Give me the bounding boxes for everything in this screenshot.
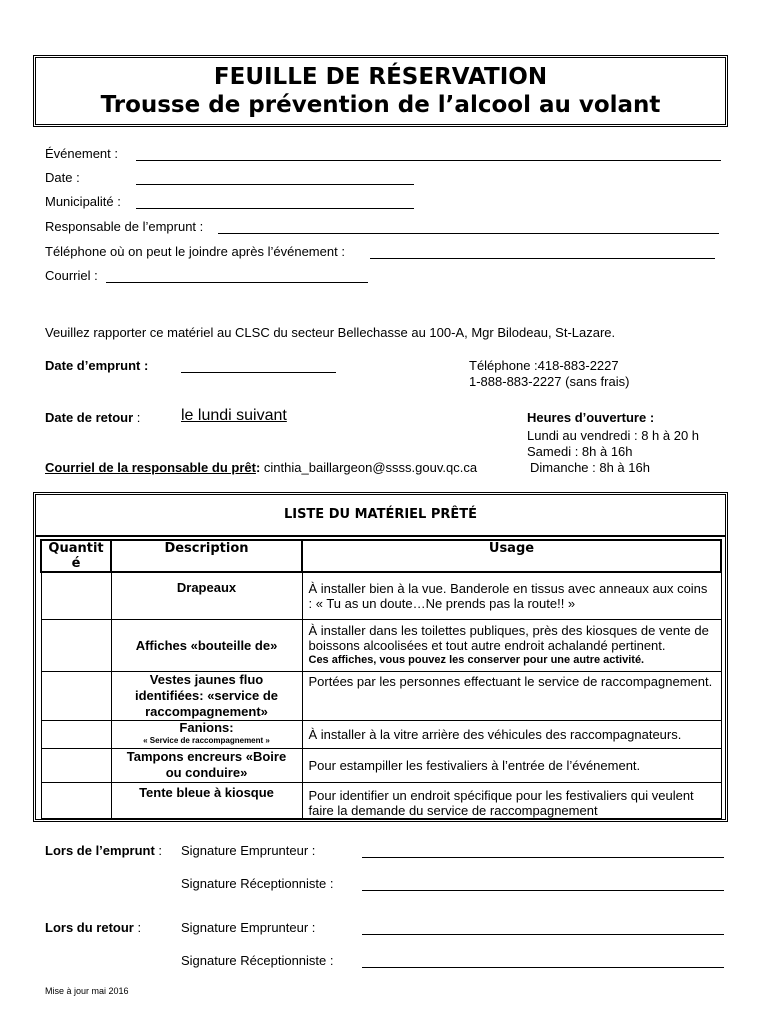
table-row xyxy=(41,671,721,720)
emprunt-receptionniste-signature[interactable] xyxy=(362,890,724,891)
date-field[interactable] xyxy=(136,184,414,185)
table-row xyxy=(41,720,721,748)
usage-text: À installer à la vitre arrière des véhicules des raccompagnateurs. xyxy=(308,726,682,742)
desc-text: Fanions: xyxy=(179,720,234,735)
table-header-row xyxy=(41,540,721,572)
header-description: Description xyxy=(111,540,302,572)
retour-sign-colon: : xyxy=(133,920,142,935)
material-list-box xyxy=(33,492,728,822)
date-retour-value: le lundi suivant xyxy=(181,407,287,424)
header-quantite: Quantit é xyxy=(41,540,111,572)
table-row xyxy=(41,782,721,818)
return-instructions: Veuillez rapporter ce matériel au CLSC du secteur Bellechasse au 100-A, Mgr Bilodeau, St-Lazare. xyxy=(45,325,616,340)
contact-label: Courriel de la responsable du prêt xyxy=(45,460,256,475)
footer-updated: Mise à jour mai 2016 xyxy=(45,986,129,996)
contact-email: cinthia_baillargeon@ssss.gouv.qc.ca xyxy=(263,460,478,475)
title-box xyxy=(33,55,728,127)
courriel-label: Courriel : xyxy=(45,268,98,283)
desc-cell xyxy=(111,720,302,748)
date-retour-label: Date de retour xyxy=(45,410,134,425)
retour-emprunteur-label: Signature Emprunteur : xyxy=(181,920,316,935)
desc-cell: Tente bleue à kiosque xyxy=(111,782,302,818)
responsable-field[interactable] xyxy=(218,233,719,234)
qty-cell[interactable] xyxy=(41,748,111,782)
usage-cell xyxy=(302,720,721,748)
phone-tollfree: 1-888-883-2227 (sans frais) xyxy=(469,374,630,389)
usage-text: Portées par les personnes effectuant le service de raccompagnement. xyxy=(308,673,713,689)
usage-text: À installer bien à la vue. Banderole en tissus avec anneaux aux coins : « Tu as un doute…Ne prends pas la route!! » xyxy=(308,580,708,611)
retour-sign-label: Lors du retour xyxy=(45,920,134,935)
hours-weekday: Lundi au vendredi : 8 h à 20 h xyxy=(527,428,700,443)
qty-cell[interactable] xyxy=(41,671,111,720)
usage-cell xyxy=(302,572,721,619)
qty-cell[interactable] xyxy=(41,619,111,671)
table-row xyxy=(41,619,721,671)
usage-text: À installer dans les toilettes publiques, près des kiosques de vente de boissons alcoolisées et tout autre endroit achalandé pertinent. xyxy=(308,622,709,653)
courriel-field[interactable] xyxy=(106,282,368,283)
retour-sign-label-group xyxy=(45,920,141,935)
qty-cell[interactable] xyxy=(41,720,111,748)
form-title: FEUILLE DE RÉSERVATION xyxy=(213,64,548,90)
hours-title: Heures d’ouverture : xyxy=(527,410,655,425)
phone-local: Téléphone :418-883-2227 xyxy=(469,358,619,373)
table-row xyxy=(41,572,721,619)
usage-text: Pour identifier un endroit spécifique pour les festivaliers qui veulent faire la demande du service de raccompagnement xyxy=(308,787,694,818)
qty-cell[interactable] xyxy=(41,572,111,619)
date-emprunt-field[interactable] xyxy=(181,372,336,373)
material-table xyxy=(40,539,722,819)
usage-text: Pour estampiller les festivaliers à l’entrée de l’événement. xyxy=(308,757,641,773)
desc-cell: Vestes jaunes fluo identifiées: «service de raccompagnement» xyxy=(111,671,302,720)
usage-cell xyxy=(302,671,721,720)
date-retour-colon: : xyxy=(133,410,141,425)
desc-cell: Tampons encreurs «Boire ou conduire» xyxy=(111,748,302,782)
hours-saturday: Samedi : 8h à 16h xyxy=(527,444,633,459)
usage-cell xyxy=(302,619,721,671)
usage-cell xyxy=(302,782,721,818)
emprunt-receptionniste-label: Signature Réceptionniste : xyxy=(181,876,334,891)
hours-sunday: Dimanche : 8h à 16h xyxy=(530,460,650,475)
municipalite-field[interactable] xyxy=(136,208,414,209)
retour-receptionniste-label: Signature Réceptionniste : xyxy=(181,953,334,968)
emprunt-sign-label-group xyxy=(45,843,162,858)
desc-cell: Affiches «bouteille de» xyxy=(111,619,302,671)
date-emprunt-label: Date d’emprunt : xyxy=(45,358,149,373)
responsable-label: Responsable de l’emprunt : xyxy=(45,219,204,234)
header-usage: Usage xyxy=(302,540,721,572)
date-label: Date : xyxy=(45,170,80,185)
form-subtitle: Trousse de prévention de l’alcool au volant xyxy=(100,92,661,118)
retour-receptionniste-signature[interactable] xyxy=(362,967,724,968)
emprunt-sign-colon: : xyxy=(154,843,163,858)
usage-note: Ces affiches, vous pouvez les conserver pour une autre activité. xyxy=(308,653,645,666)
desc-cell: Drapeaux xyxy=(111,572,302,619)
retour-emprunteur-signature[interactable] xyxy=(362,934,724,935)
material-list-title: LISTE DU MATÉRIEL PRÊTÉ xyxy=(36,495,725,537)
contact-line xyxy=(45,460,477,475)
desc-note: « Service de raccompagnement » xyxy=(143,736,270,745)
telephone-field[interactable] xyxy=(370,258,715,259)
evenement-label: Événement : xyxy=(45,146,118,161)
telephone-label: Téléphone où on peut le joindre après l’événement : xyxy=(45,244,345,259)
evenement-field[interactable] xyxy=(136,160,721,161)
emprunt-sign-label: Lors de l’emprunt xyxy=(45,843,155,858)
contact-colon: : xyxy=(255,460,261,475)
date-retour-label-group xyxy=(45,410,140,425)
emprunt-emprunteur-signature[interactable] xyxy=(362,857,724,858)
qty-cell[interactable] xyxy=(41,782,111,818)
usage-cell xyxy=(302,748,721,782)
table-row xyxy=(41,748,721,782)
municipalite-label: Municipalité : xyxy=(45,194,121,209)
emprunt-emprunteur-label: Signature Emprunteur : xyxy=(181,843,316,858)
